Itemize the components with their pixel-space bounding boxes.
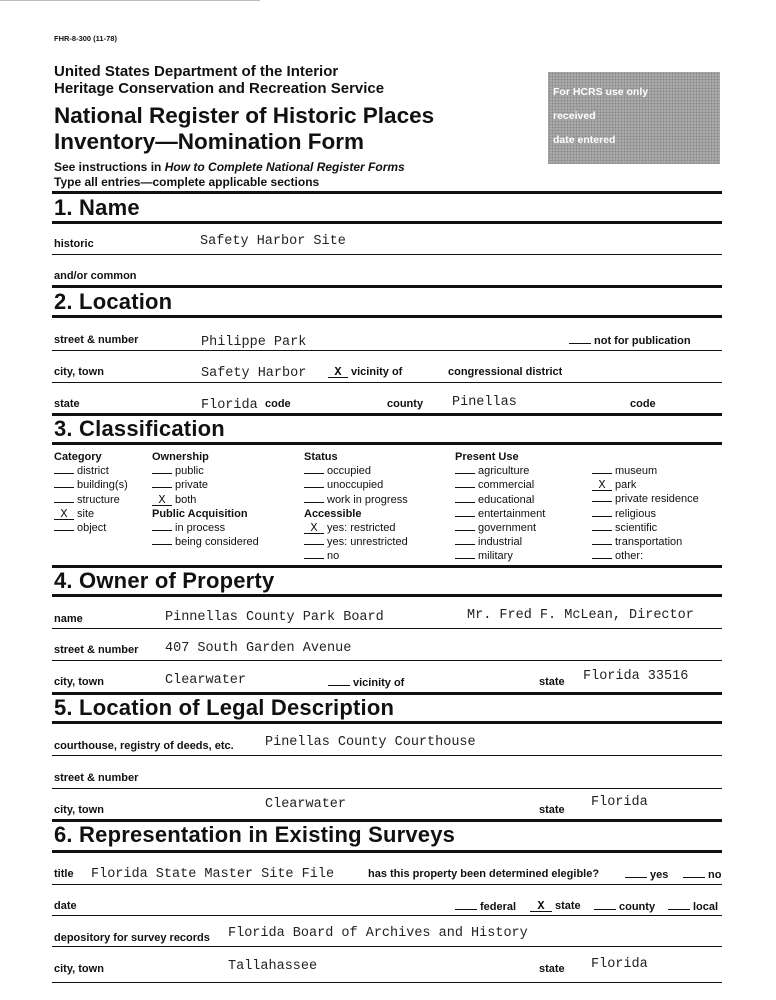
depository-value[interactable]: Florida Board of Archives and History	[228, 926, 528, 941]
city-label: city, town	[54, 366, 104, 378]
form-id: FHR-8-300 (11-78)	[54, 34, 117, 43]
survey-state-value[interactable]: Florida	[591, 957, 648, 972]
owner-vicinity-label: vicinity of	[353, 677, 405, 689]
instructions-book-title: How to Complete National Register Forms	[164, 160, 405, 174]
state-level-label: state	[555, 900, 581, 912]
checkbox-item[interactable]	[304, 493, 408, 507]
vicinity-label: vicinity of	[351, 366, 403, 378]
rule	[52, 628, 722, 629]
checkbox-item[interactable]	[592, 478, 699, 492]
checkbox[interactable]	[592, 535, 612, 545]
checkbox-label: district	[77, 465, 109, 478]
historic-label: historic	[54, 238, 94, 250]
state-label: state	[54, 398, 80, 410]
state-checkbox[interactable]: X	[530, 902, 552, 912]
section-1-heading: 1. Name	[54, 195, 140, 220]
section-6-heading: 6. Representation in Existing Surveys	[54, 822, 456, 847]
depository-label: depository for survey records	[54, 932, 210, 944]
checkbox[interactable]	[152, 521, 172, 531]
hcrs-use-box	[548, 72, 720, 164]
instructions-prefix: See instructions in	[54, 160, 165, 174]
local-level-label: local	[693, 901, 719, 913]
checkbox-item[interactable]	[455, 464, 545, 478]
vicinity[interactable]	[328, 366, 402, 378]
not-for-publication-label: not for publication	[594, 335, 691, 347]
federal-label: federal	[480, 901, 517, 913]
legal-state-value[interactable]: Florida	[591, 795, 648, 810]
checkbox-label: yes: unrestricted	[327, 536, 408, 549]
checkbox-label: object	[77, 522, 107, 535]
eligible-no-label: no	[708, 869, 722, 881]
checkbox[interactable]	[54, 493, 74, 503]
checkbox[interactable]	[455, 521, 475, 531]
courthouse-value[interactable]: Pinellas County Courthouse	[265, 735, 476, 750]
checkbox-item[interactable]	[304, 549, 408, 563]
owner-city-label: city, town	[54, 676, 104, 688]
legal-state-label: state	[539, 804, 565, 816]
not-for-publication[interactable]	[569, 334, 691, 347]
checkbox[interactable]	[54, 464, 74, 474]
rule	[52, 442, 722, 445]
rule	[52, 788, 722, 789]
top-edge-line	[0, 0, 260, 1]
owner-city-value[interactable]: Clearwater	[165, 673, 247, 688]
public-acquisition-header: Public Acquisition	[152, 507, 248, 520]
rule	[52, 915, 722, 916]
checkbox-item[interactable]	[152, 521, 259, 535]
checkbox-item[interactable]	[54, 464, 128, 478]
state-value[interactable]: Florida	[201, 398, 258, 413]
checkbox[interactable]	[455, 507, 475, 517]
owner-state-label: state	[539, 676, 565, 688]
checkbox-item[interactable]	[304, 464, 408, 478]
section-3-heading: 3. Classification	[54, 416, 225, 441]
hcrs-received-label: received	[553, 110, 596, 122]
checkbox-label: other:	[615, 550, 644, 563]
owner-name-value[interactable]: Pinnellas County Park Board	[165, 610, 384, 625]
courthouse-label: courthouse, registry of deeds, etc.	[54, 740, 234, 752]
present-use-column	[455, 450, 545, 564]
rule	[52, 850, 722, 853]
owner-street-value[interactable]: 407 South Garden Avenue	[165, 641, 352, 656]
rule	[52, 191, 722, 194]
eligible-yes-checkbox[interactable]	[625, 868, 647, 878]
checkbox-label: private	[175, 479, 209, 492]
checkbox-label: no	[327, 550, 340, 563]
checkbox[interactable]	[592, 464, 612, 474]
checkbox-label: park	[615, 479, 637, 492]
checkbox-label: industrial	[478, 536, 523, 549]
checkbox-item[interactable]	[592, 549, 699, 563]
category-column	[54, 450, 128, 535]
checkbox-label: religious	[615, 507, 656, 520]
county-checkbox[interactable]	[594, 900, 616, 910]
checkbox-label: agriculture	[478, 465, 530, 478]
county-value[interactable]: Pinellas	[452, 395, 517, 410]
rule	[52, 946, 722, 947]
checkbox-item[interactable]	[592, 507, 699, 521]
rule	[52, 382, 722, 383]
rule	[52, 594, 722, 597]
accessible-header: Accessible	[304, 507, 362, 520]
checkbox-item[interactable]	[152, 535, 259, 549]
rule	[52, 350, 722, 351]
checkbox[interactable]	[304, 535, 324, 545]
checkbox[interactable]	[592, 521, 612, 531]
checkbox-item[interactable]	[455, 493, 545, 507]
owner-street-label: street & number	[54, 644, 139, 656]
checkbox[interactable]	[592, 492, 612, 502]
checkbox-label: building(s)	[77, 479, 128, 492]
survey-city-label: city, town	[54, 963, 104, 975]
survey-title-value[interactable]: Florida State Master Site File	[91, 867, 335, 882]
checkbox[interactable]	[455, 535, 475, 545]
owner-vicinity-checkbox[interactable]	[328, 676, 350, 686]
checkbox[interactable]	[455, 493, 475, 503]
eligible-question: has this property been determined elegible?	[368, 868, 600, 880]
checkbox-item[interactable]	[304, 478, 408, 492]
rule	[52, 884, 722, 885]
checkbox-label: government	[478, 522, 537, 535]
rule	[52, 285, 722, 288]
rule	[52, 315, 722, 318]
ownership-header: Ownership	[152, 451, 209, 463]
checkbox-label: structure	[77, 493, 120, 506]
legal-street-label: street & number	[54, 772, 139, 784]
level-county[interactable]	[594, 900, 655, 913]
eligible-no-checkbox[interactable]	[683, 868, 705, 878]
checkbox-label: occupied	[327, 465, 372, 478]
agency-line-1: United States Department of the Interior	[54, 63, 339, 80]
county-label: county	[387, 398, 424, 410]
checkbox[interactable]: X	[54, 510, 74, 520]
common-name-label: and/or common	[54, 270, 137, 282]
checkbox-label: private residence	[615, 493, 699, 506]
legal-city-label: city, town	[54, 804, 104, 816]
rule	[52, 982, 722, 983]
checkbox-label: both	[175, 493, 197, 506]
checkbox[interactable]	[455, 549, 475, 559]
instructions-line-2: Type all entries—complete applicable sections	[54, 175, 320, 189]
survey-date-label: date	[54, 900, 77, 912]
checkbox-item[interactable]	[592, 521, 699, 535]
checkbox-label: yes: restricted	[327, 522, 396, 535]
survey-city-value[interactable]: Tallahassee	[228, 959, 318, 974]
owner-contact-value[interactable]: Mr. Fred F. McLean, Director	[467, 608, 694, 623]
legal-city-value[interactable]: Clearwater	[265, 797, 347, 812]
rule	[52, 254, 722, 255]
eligible-yes-label: yes	[650, 869, 669, 881]
checkbox[interactable]	[152, 464, 172, 474]
checkbox-item[interactable]	[304, 521, 408, 535]
checkbox-item[interactable]	[54, 521, 128, 535]
checkbox-label: entertainment	[478, 507, 546, 520]
checkbox[interactable]	[592, 549, 612, 559]
checkbox[interactable]	[304, 478, 324, 488]
present-use-column-2	[592, 464, 699, 563]
checkbox[interactable]	[54, 478, 74, 488]
survey-title-label: title	[54, 868, 74, 880]
checkbox-label: work in progress	[327, 493, 408, 506]
checkbox[interactable]	[304, 549, 324, 559]
checkbox[interactable]	[455, 478, 475, 488]
checkbox[interactable]	[592, 507, 612, 517]
agency-line-2: Heritage Conservation and Recreation Service	[54, 80, 385, 97]
checkbox[interactable]	[152, 535, 172, 545]
status-header: Status	[304, 451, 338, 463]
federal-checkbox[interactable]	[455, 900, 477, 910]
rule	[52, 221, 722, 224]
city-value[interactable]: Safety Harbor	[201, 366, 307, 381]
eligible-yes[interactable]	[625, 868, 668, 881]
checkbox-label: in process	[175, 522, 226, 535]
present-use-header: Present Use	[455, 451, 519, 463]
owner-name-label: name	[54, 613, 83, 625]
checkbox-item[interactable]	[54, 478, 128, 492]
level-state[interactable]	[530, 900, 581, 912]
hcrs-date-entered-label: date entered	[553, 134, 616, 146]
local-checkbox[interactable]	[668, 900, 690, 910]
county-code-label: code	[630, 398, 656, 410]
county-level-label: county	[619, 901, 656, 913]
checkbox-item[interactable]	[152, 464, 259, 478]
checkbox-item[interactable]	[455, 478, 545, 492]
congressional-district-label: congressional district	[448, 366, 563, 378]
section-5-heading: 5. Location of Legal Description	[54, 695, 395, 720]
checkbox-label: public	[175, 465, 204, 478]
checkbox-item[interactable]	[54, 507, 128, 521]
vicinity-checkbox[interactable]: X	[328, 368, 348, 378]
checkbox[interactable]	[455, 464, 475, 474]
historic-value[interactable]: Safety Harbor Site	[200, 234, 346, 249]
checkbox[interactable]: X	[592, 481, 612, 491]
checkbox-item[interactable]	[592, 535, 699, 549]
checkbox-item[interactable]	[455, 507, 545, 521]
rule	[52, 721, 722, 724]
status-column	[304, 450, 408, 564]
survey-state-label: state	[539, 963, 565, 975]
level-local[interactable]	[668, 900, 718, 913]
not-for-publication-checkbox[interactable]	[569, 334, 591, 344]
checkbox-label: unoccupied	[327, 479, 384, 492]
checkbox[interactable]	[54, 521, 74, 531]
checkbox-label: commercial	[478, 479, 535, 492]
section-2-heading: 2. Location	[54, 289, 173, 314]
checkbox-label: museum	[615, 465, 658, 477]
checkbox[interactable]	[152, 478, 172, 488]
hcrs-use-label: For HCRS use only	[553, 86, 649, 98]
checkbox-item[interactable]	[455, 549, 545, 563]
checkbox-item[interactable]	[455, 521, 545, 535]
checkbox[interactable]	[304, 464, 324, 474]
checkbox-label: being considered	[175, 536, 259, 549]
checkbox-item[interactable]	[152, 478, 259, 492]
checkbox-item[interactable]	[592, 492, 699, 506]
checkbox-label: educational	[478, 493, 535, 506]
form-title-1: National Register of Historic Places	[54, 103, 435, 128]
checkbox-label: military	[478, 550, 513, 563]
rule	[52, 755, 722, 756]
checkbox-label: site	[77, 507, 95, 520]
checkbox[interactable]: X	[152, 496, 172, 506]
form-title-2: Inventory—Nomination Form	[54, 129, 365, 154]
ownership-column	[152, 450, 259, 549]
instructions	[54, 160, 405, 174]
street-value[interactable]: Philippe Park	[201, 335, 307, 350]
eligible-no[interactable]	[683, 868, 721, 881]
section-4-heading: 4. Owner of Property	[54, 568, 275, 593]
checkbox[interactable]	[304, 493, 324, 503]
checkbox-label: transportation	[615, 536, 683, 549]
owner-vicinity[interactable]	[328, 676, 404, 689]
owner-state-value[interactable]: Florida 33516	[583, 669, 689, 684]
checkbox-item[interactable]	[54, 493, 128, 507]
checkbox-item[interactable]	[152, 493, 259, 507]
checkbox-item[interactable]	[304, 535, 408, 549]
checkbox[interactable]: X	[304, 524, 324, 534]
level-federal[interactable]	[455, 900, 516, 913]
checkbox-label: scientific	[615, 521, 658, 534]
checkbox-item[interactable]	[455, 535, 545, 549]
street-label: street & number	[54, 334, 139, 346]
rule	[52, 660, 722, 661]
checkbox-item[interactable]	[592, 464, 699, 478]
state-code-label: code	[265, 398, 291, 410]
category-header: Category	[54, 451, 102, 463]
